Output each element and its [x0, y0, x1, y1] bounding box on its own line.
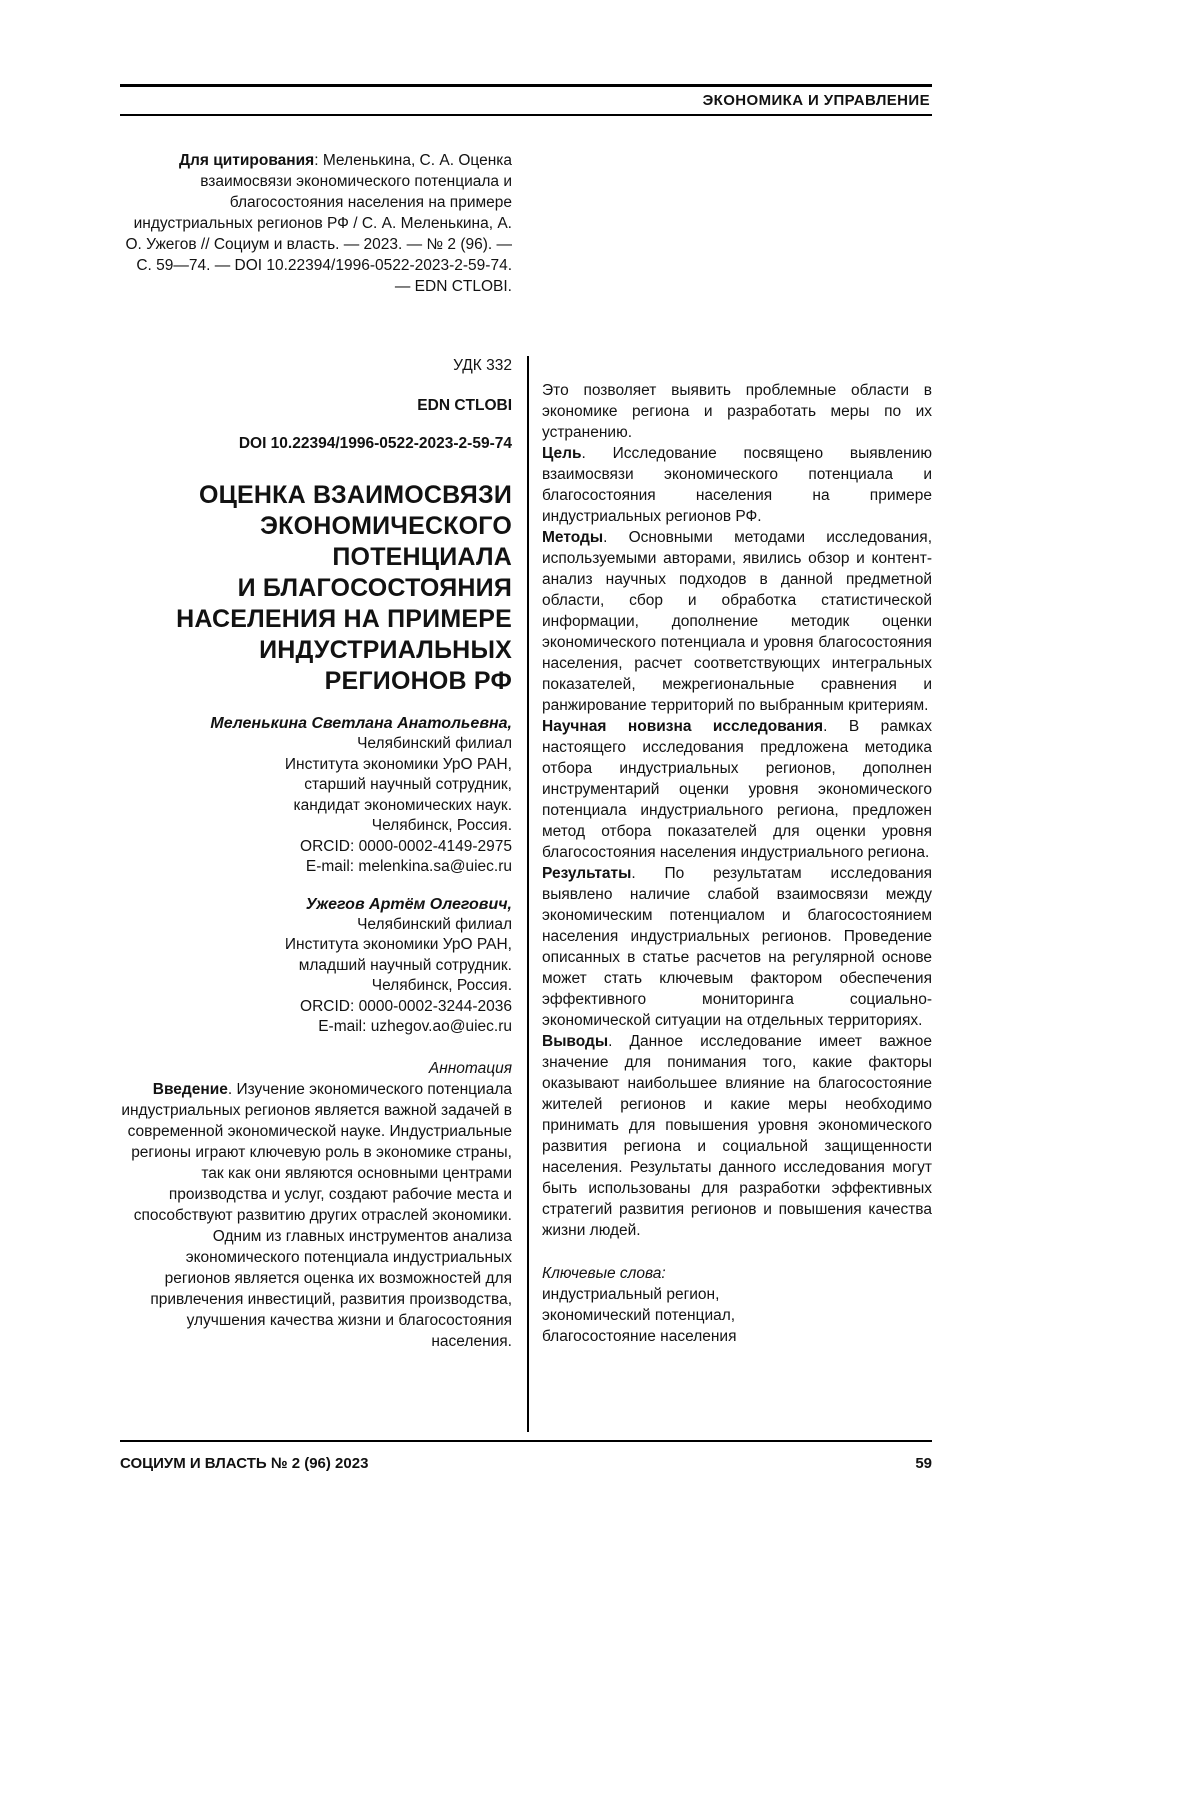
author-affiliation — [120, 915, 512, 1038]
header-bottom-rule — [120, 114, 932, 116]
author-block-2 — [120, 894, 512, 1038]
left-column — [120, 150, 512, 1352]
author-affiliation-line: Челябинск, Россия. — [371, 977, 512, 994]
article-title-line: ПОТЕНЦИАЛА — [332, 543, 512, 571]
right-column — [542, 380, 932, 1347]
article-title-line: ИНДУСТРИАЛЬНЫХ — [259, 636, 512, 664]
abstract-intro-text: . Изучение экономического потенциала индустриальных регионов является важной задачей в современной экономической науке. Индустриальные регионы играют ключевую роль в экономике страны, так как они являются основными центрами производства и услуг, создают рабочие места и способствуют развитию других отраслей экономики. Одним из главных инструментов анализа экономического потенциала индустриальных регионов является оценка их возможностей для привлечения инвестиций, развития производства, улучшения качества жизни и благосостояния населения. — [121, 1080, 512, 1350]
keywords-block — [542, 1263, 932, 1347]
article-title-line: И БЛАГОСОСТОЯНИЯ — [237, 574, 512, 602]
abstract-section-goal — [542, 443, 932, 527]
page-header — [120, 84, 932, 116]
edn-code: EDN CTLOBI — [417, 397, 512, 414]
author-affiliation-line: Института экономики УрО РАН, — [284, 936, 512, 953]
doi-code: DOI 10.22394/1996-0522-2023-2-59-74 — [238, 435, 512, 452]
section-heading: ЭКОНОМИКА И УПРАВЛЕНИЕ — [702, 92, 930, 109]
author-affiliation — [120, 734, 512, 878]
author-orcid: ORCID: 0000-0002-4149-2975 — [300, 837, 512, 855]
abstract-section-text: . Исследование посвящено выявлению взаимосвязи экономического потенциала и благосостояния населения на примере индустриальных регионов РФ. — [542, 445, 932, 525]
citation-text: : Меленькина, С. А. Оценка взаимосвязи экономического потенциала и благосостояния населения на примере индустриальных регионов РФ / С. А. Меленькина, А. О. Ужегов // Социум и власть. — 2023. — № 2 (96). — С. 59—74. — DOI 10.22394/1996-0522-2023-2-59-74. — EDN CTLOBI. — [125, 152, 512, 295]
abstract-intro-paragraph — [120, 1079, 512, 1352]
abstract-section-novelty — [542, 716, 932, 863]
keyword-line: благосостояние населения — [542, 1328, 737, 1345]
author-affiliation-line: Челябинск, Россия. — [371, 817, 512, 834]
keyword-line: экономический потенциал, — [542, 1307, 736, 1324]
abstract-section-label: Научная новизна исследования — [542, 718, 824, 735]
article-title — [120, 480, 512, 697]
abstract-section-methods — [542, 527, 932, 716]
author-name: Меленькина Светлана Анатольевна, — [210, 715, 512, 732]
abstract-heading: Аннотация — [428, 1059, 512, 1077]
abstract-section-text: . Данное исследование имеет важное значение для понимания того, какие факторы оказывают наибольшее влияние на благосостояние жителей регионов и какие меры необходимо принимать для повышения уровня экономического развития региона и социальной защищенности населения. Результаты данного исследования могут быть использованы для разработки эффективных стратегий развития регионов и повышения качества жизни людей. — [542, 1033, 932, 1239]
keywords-label: Ключевые слова: — [542, 1265, 666, 1282]
author-affiliation-line: Челябинский филиал — [357, 915, 512, 933]
abstract-section-conclusions — [542, 1031, 932, 1241]
author-orcid: ORCID: 0000-0002-3244-2036 — [300, 997, 512, 1015]
author-affiliation-line: кандидат экономических наук. — [293, 796, 512, 814]
article-title-line: РЕГИОНОВ РФ — [324, 667, 512, 695]
article-title-line: ОЦЕНКА ВЗАИМОСВЯЗИ — [198, 481, 512, 509]
abstract-continuation: Это позволяет выявить проблемные области в экономике региона и разработать меры по их устранению. — [542, 382, 932, 441]
column-divider — [527, 356, 529, 1432]
author-email: E-mail: uzhegov.ao@uiec.ru — [318, 1018, 512, 1035]
author-affiliation-line: старший научный сотрудник, — [304, 776, 512, 793]
abstract-section-label: Цель — [542, 445, 582, 462]
abstract-section-label: Методы — [542, 529, 604, 546]
article-title-line: НАСЕЛЕНИЯ НА ПРИМЕРЕ — [176, 605, 512, 633]
author-affiliation-line: Челябинский филиал — [357, 735, 512, 752]
keyword-line: индустриальный регион, — [542, 1286, 720, 1303]
page-footer — [120, 1440, 932, 1472]
abstract-section-label: Результаты — [542, 865, 632, 882]
author-affiliation-line: младший научный сотрудник. — [298, 956, 512, 974]
abstract-section-label: Выводы — [542, 1033, 609, 1050]
abstract-section-text: . Основными методами исследования, используемыми авторами, явились обзор и контент-анализ научных подходов в данной предметной области, сбор и обработка статистической информации, дополнение методик оценки экономического потенциала и уровня благосостояния населения, расчет соответствующих интегральных показателей, межрегиональные сравнения и ранжирование территорий по выбранным критериям. — [542, 529, 932, 714]
abstract-intro-label: Введение — [152, 1080, 228, 1098]
page-number: 59 — [915, 1455, 932, 1472]
author-email: E-mail: melenkina.sa@uiec.ru — [305, 858, 512, 875]
abstract-section-results — [542, 863, 932, 1031]
author-affiliation-line: Института экономики УрО РАН, — [284, 755, 512, 773]
article-title-line: ЭКОНОМИЧЕСКОГО — [260, 512, 512, 540]
author-block-1 — [120, 713, 512, 878]
author-name: Ужегов Артём Олегович, — [305, 895, 512, 913]
journal-footer-title: СОЦИУМ И ВЛАСТЬ № 2 (96) 2023 — [120, 1455, 369, 1472]
udc-code: УДК 332 — [453, 357, 512, 374]
abstract-section-text: . По результатам исследования выявлено наличие слабой взаимосвязи между экономическим потенциалом и благосостоянием населения индустриальных регионов. Проведение описанных в статье расчетов на регулярной основе может стать ключевым фактором обеспечения эффективного мониторинга социально-экономической ситуации на отдельных территориях. — [542, 865, 932, 1029]
citation-block — [120, 150, 512, 297]
citation-label: Для цитирования — [178, 152, 315, 169]
abstract-section-text: . В рамках настоящего исследования предложена методика отбора индустриальных регионов, дополнен инструментарий оценки уровня экономического потенциала индустриального региона, предложен метод отбора показателей для оценки уровня благосостояния населения индустриального региона. — [542, 718, 932, 861]
